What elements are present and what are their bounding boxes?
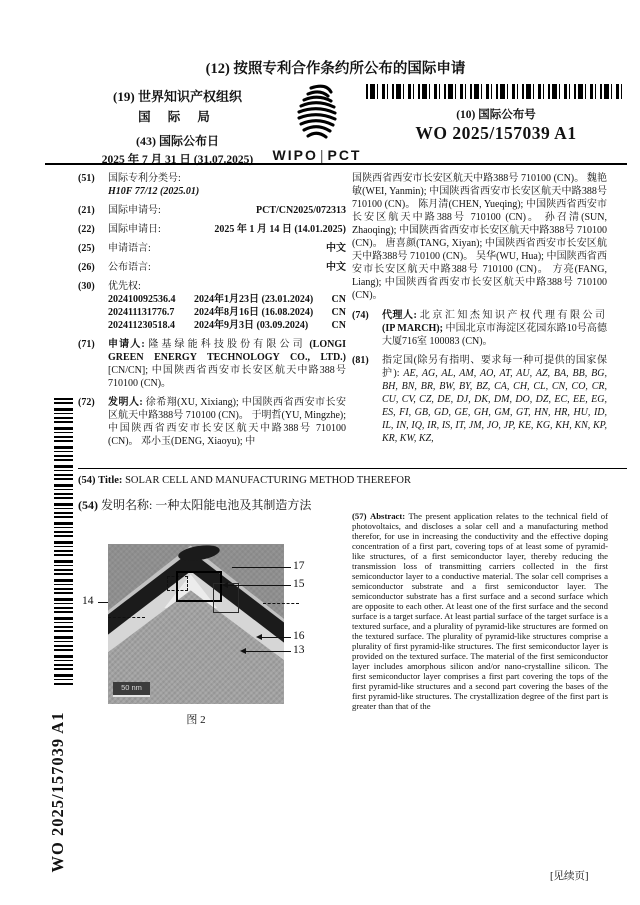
pct-publication-statement: (12) 按照专利合作条约所公布的国际申请 bbox=[205, 61, 466, 77]
field-code: (22) bbox=[78, 224, 95, 235]
priority-number: 202410092536.4 bbox=[108, 294, 176, 305]
ipc-value: H10F 77/12 (2025.01) bbox=[108, 186, 200, 197]
field-code: (25) bbox=[78, 243, 95, 254]
applicant-name-cn: 隆基绿能科技股份有限公司 bbox=[148, 339, 306, 350]
title-text-cn: 一种太阳能电池及其制造方法 bbox=[155, 498, 312, 512]
publication-number-block bbox=[366, 84, 626, 144]
barcode-vertical bbox=[54, 398, 73, 686]
publication-language-value: 中文 bbox=[326, 262, 346, 273]
inventors-text-right: 国陕西省西安市长安区航天中路388号 710100 (CN)。 魏艳敏(WEI, Yanmin); 中国陕西省西安市长安区航天中路388号 710100 (CN)。 陈月清(CHEN, Yueqing); 中国陕西省西安市长安区航天中路388号 710100 (CN)。 孙召清(SUN, Zhaoqing); 中国陕西省西安市长安区航天中路388号 710100 (CN)。 唐喜颜(TANG, Xiyan); 中国陕西省西安市长安区航天中路388号 710100 (CN)。 吴华(WU, Hua); 中国陕西省西安市长安区航天中路388号 710100 (CN)。 方亮(FANG, Liang); 中国陕西省西安市长安区航天中路388号 710100 (CN)。 bbox=[352, 173, 607, 301]
abstract-text: The present application relates to the technical field of photovoltaics, and discloses a solar cell and a manufacturing method therefor, for use in increasing the conductivity and the effective doping concentration of a first part, covering tops of at least some of pyramid-like structures, of a first semiconductor layer, thereby reducing the transmission loss of transmitting carriers collected in the first semiconductor layer to a conductive material. The solar cell comprises a semiconductor substrate and a first semiconductor layer. The semiconductor substrate has a first surface and a second surface which are opposite to each other. At least one of the first surface and the second surface is a target surface. At least partial surface of the target surface is a textured surface, and a plurality of pyramid-like structures are formed on the textured surface. The plurality of pyramid-like structures comprise a plurality of first pyramid-like structures. The first semiconductor layer is provided on the textured surface. The material of the first semiconductor layer includes amorphous silicon and/or nano-crystalline silicon. The first semiconductor layer comprises a first part covering the tops of the first pyramid-like structures and a second part covering the bases of the first pyramid-like structures. The crystallization degree of the first part is greater than that of the bbox=[352, 511, 608, 711]
field-code: (74) bbox=[352, 310, 369, 321]
filing-date-label: 国际申请日: bbox=[108, 224, 161, 235]
priority-number: 202411230518.4 bbox=[108, 320, 175, 331]
arrowhead-15 bbox=[222, 582, 228, 588]
abstract-label: Abstract: bbox=[369, 511, 406, 521]
filing-language-label: 申请语言: bbox=[108, 243, 151, 254]
inventors-text-left: 徐希翔(XU, Xixiang); 中国陕西省西安市长安区航天中路388号 710100 (CN)。 于明哲(YU, Mingzhe); 中国陕西省西安市长安区航天中路388号 710100 (CN)。 邓小玉(DENG, Xiaoyu); 中 bbox=[108, 397, 346, 447]
wipo-wordmark: WIPO bbox=[272, 147, 318, 163]
org-name: (19) 世界知识产权组织 bbox=[113, 89, 242, 104]
field-code: (81) bbox=[352, 355, 369, 366]
agent-label: 代理人: bbox=[382, 310, 417, 321]
pct-wordmark: PCT bbox=[327, 147, 362, 163]
agent-address: 中国北京市海淀区花园东路10号高德大厦716室 100083 (CN)。 bbox=[382, 323, 608, 347]
field-code: (71) bbox=[78, 339, 95, 350]
title-label-cn: 发明名称: bbox=[101, 498, 153, 512]
priority-row bbox=[108, 293, 346, 306]
title-label: Title: bbox=[98, 475, 123, 486]
publication-language-label: 公布语言: bbox=[108, 262, 151, 273]
applicant-name-en: (LONGI GREEN ENERGY TECHNOLOGY CO., LTD.) bbox=[108, 339, 347, 363]
tem-micrograph bbox=[108, 544, 284, 704]
publication-number-value: WO 2025/157039 A1 bbox=[415, 123, 577, 143]
title-text-en: SOLAR CELL AND MANUFACTURING METHOD THEREFOR bbox=[125, 475, 412, 486]
applicant-nationality: [CN/CN]; bbox=[108, 365, 148, 376]
applicant-address: 中国陕西省西安市长安区航天中路388号 710100 (CN)。 bbox=[108, 365, 347, 389]
priority-country: CN bbox=[331, 294, 346, 305]
priority-row bbox=[108, 306, 346, 319]
figure-caption: 图 2 bbox=[186, 714, 206, 726]
figure-label-13: 13 bbox=[293, 644, 305, 656]
designated-states-list: AE, AG, AL, AM, AO, AT, AU, AZ, BA, BB, BG, BH, BN, BR, BW, BY, BZ, CA, CH, CL, CN, CO, CR, CU, CV, CZ, DE, DJ, DK, DM, DO, DZ, EC, EE, EG, ES, FI, GB, GD, GE, GH, GM, GT, HN, HR, HU, ID, IL, IN, IQ, IR, IS, IT, JM, JO, JP, KE, KG, KH, KN, KP, KR, KW, KZ, bbox=[382, 368, 607, 444]
title-section-divider bbox=[78, 468, 627, 469]
dashed-marker-right bbox=[263, 603, 299, 604]
wipo-pct-wordmark bbox=[252, 147, 382, 163]
agent-name-en: (IP MARCH); bbox=[382, 323, 443, 334]
abstract-code: (57) bbox=[352, 511, 367, 521]
ipc-label: 国际专利分类号: bbox=[108, 173, 181, 184]
field-81-designated-states bbox=[352, 354, 607, 445]
bibliography-left-column bbox=[78, 172, 346, 454]
leader-line-17 bbox=[232, 567, 291, 568]
barcode-horizontal bbox=[366, 84, 626, 99]
field-71-applicant bbox=[78, 338, 346, 390]
field-72-inventors bbox=[78, 396, 346, 448]
filing-language-value: 中文 bbox=[326, 243, 346, 254]
field-22-filing-date bbox=[78, 223, 346, 236]
leader-line-14 bbox=[98, 602, 108, 603]
priority-number: 202411131776.7 bbox=[108, 307, 175, 318]
sidebar-publication-number: WO 2025/157039 A1 bbox=[48, 711, 67, 873]
scale-bar-line bbox=[113, 695, 150, 697]
wipo-logo bbox=[283, 84, 351, 149]
field-code: (72) bbox=[78, 397, 95, 408]
abstract-block bbox=[352, 511, 608, 711]
publication-date-value: 2025 年 7 月 31 日 (31.07.2025) bbox=[101, 154, 254, 166]
title-code: (54) bbox=[78, 475, 96, 486]
leader-line-16 bbox=[262, 637, 291, 638]
field-code: (51) bbox=[78, 173, 95, 184]
priority-row bbox=[108, 319, 346, 332]
application-number-value: PCT/CN2025/072313 bbox=[256, 205, 346, 216]
dashed-marker-left bbox=[108, 617, 145, 618]
designated-states-label: 指定国(除另有指明、要求每一种可提供的国家保护): bbox=[382, 355, 607, 379]
arrowhead-16 bbox=[256, 634, 262, 640]
field-21-application-number bbox=[78, 204, 346, 217]
title-code: (54) bbox=[78, 498, 98, 512]
figure-label-15: 15 bbox=[293, 578, 305, 590]
field-51-ipc bbox=[78, 172, 346, 198]
continued-note: [见续页] bbox=[550, 871, 589, 882]
field-code: (26) bbox=[78, 262, 95, 273]
priority-country: CN bbox=[331, 307, 346, 318]
priority-date: 2024年8月16日 (16.08.2024) bbox=[194, 307, 314, 318]
figure-label-17: 17 bbox=[293, 560, 305, 572]
applicant-label: 申请人: bbox=[108, 339, 145, 350]
inventors-label: 发明人: bbox=[108, 397, 143, 408]
leader-line-15 bbox=[228, 585, 291, 586]
org-bureau: 国 际 局 bbox=[138, 110, 217, 124]
figure-2-block bbox=[80, 540, 320, 732]
field-code: (30) bbox=[78, 281, 95, 292]
field-25-filing-language bbox=[78, 242, 346, 255]
priority-label: 优先权: bbox=[108, 281, 141, 292]
field-code: (21) bbox=[78, 205, 95, 216]
field-74-agent bbox=[352, 309, 607, 348]
figure-label-14: 14 bbox=[82, 595, 94, 607]
scale-bar bbox=[113, 682, 150, 697]
leader-line-13 bbox=[246, 651, 291, 652]
field-30-priority bbox=[78, 280, 346, 332]
priority-country: CN bbox=[331, 320, 346, 331]
priority-date: 2024年1月23日 (23.01.2024) bbox=[194, 294, 314, 305]
arrowhead-13 bbox=[240, 648, 246, 654]
field-26-publication-language bbox=[78, 261, 346, 274]
scale-bar-text: 50 nm bbox=[121, 683, 142, 692]
filing-date-value: 2025 年 1 月 14 日 (14.01.2025) bbox=[214, 224, 346, 235]
bibliography-right-column bbox=[352, 172, 607, 451]
priority-date: 2024年9月3日 (03.09.2024) bbox=[194, 320, 309, 331]
header-divider bbox=[45, 163, 627, 165]
application-number-label: 国际申请号: bbox=[108, 205, 161, 216]
figure-label-16: 16 bbox=[293, 630, 305, 642]
publication-date-label: (43) 国际公布日 bbox=[136, 134, 219, 148]
wipo-globe-icon bbox=[286, 84, 348, 144]
agent-name-cn: 北京汇知杰知识产权代理有限公司 bbox=[419, 310, 607, 321]
publication-number-label: (10) 国际公布号 bbox=[456, 109, 536, 121]
title-english bbox=[78, 475, 623, 486]
wordmark-divider: | bbox=[319, 147, 326, 163]
